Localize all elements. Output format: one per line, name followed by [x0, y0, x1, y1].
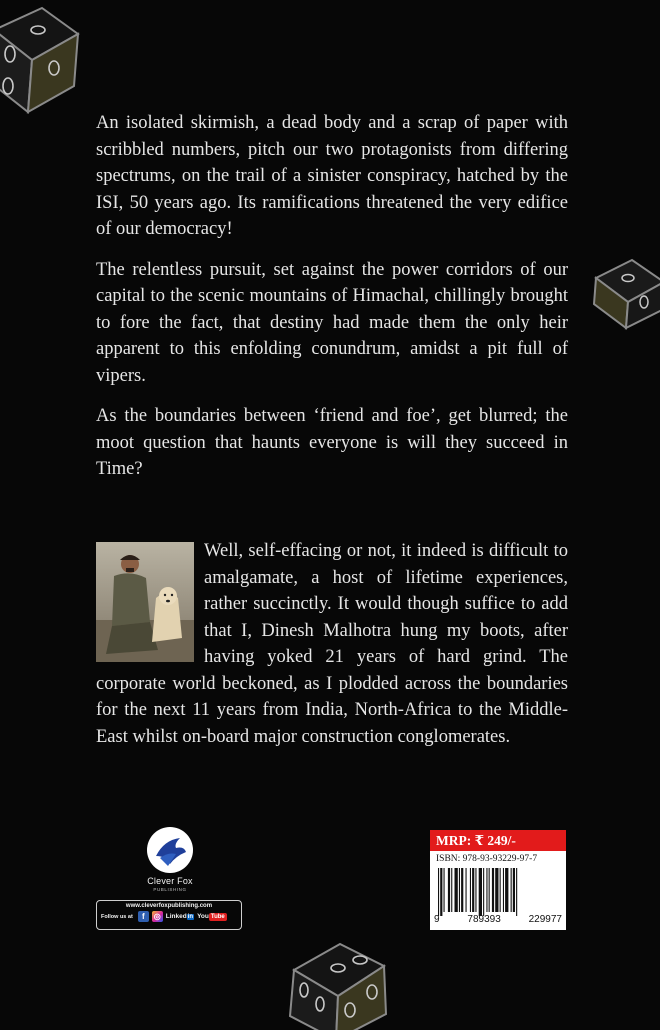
barcode-first-digit: 9	[434, 914, 440, 925]
mrp-label: MRP: ₹ 249/-	[430, 830, 566, 851]
author-photo	[96, 542, 194, 662]
follow-label: Follow us at	[101, 913, 133, 920]
publisher-website[interactable]: www.cleverfoxpublishing.com	[125, 903, 213, 909]
book-blurb	[96, 110, 568, 497]
instagram-icon[interactable]: ◎	[152, 911, 163, 922]
barcode-icon	[438, 868, 560, 916]
author-bio-text: Well, self-effacing or not, it indeed is difficult to amalgamate, a host of lifetime experiences, rather succinctly. It would though suffice to add that I, Dinesh Malhotra hung my boots, after having yoked 21 years of hard grind. The corporate world beckoned, as I plodded across the boundaries for the next 11 years from India, North-Africa to the Middle-East whilst on-board major construction conglomerates.	[96, 541, 568, 747]
publisher-name: Clever Fox	[147, 876, 193, 886]
isbn-text: ISBN: 978-93-93229-97-7	[436, 854, 538, 864]
barcode-digits	[434, 914, 562, 925]
dice-bottom-icon	[280, 930, 420, 1030]
blurb-paragraph: The relentless pursuit, set against the power corridors of our capital to the scenic mountains of Himachal, chillingly brought to fore the fact, that destiny had made them the only heir apparent to this enfolding conundrum, amidst a pit full of vipers.	[96, 259, 568, 386]
barcode-left-digits: 789393	[467, 914, 501, 925]
social-row	[101, 911, 237, 922]
facebook-icon[interactable]: f	[138, 911, 149, 922]
barcode-right-digits: 229977	[528, 914, 562, 925]
publisher-logo	[96, 826, 244, 892]
blurb-paragraph: As the boundaries between ‘friend and foe’, get blurred; the moot question that haunts everyone is will they succeed in Time?	[96, 406, 568, 479]
dice-top-left-icon	[0, 0, 92, 120]
publisher-block	[96, 826, 244, 930]
price-barcode-box	[430, 830, 566, 930]
author-bio	[96, 538, 568, 750]
dice-right-icon	[588, 232, 660, 332]
publisher-sub: PUBLISHING	[153, 887, 187, 892]
barcode-area	[430, 851, 566, 930]
blurb-paragraph: An isolated skirmish, a dead body and a scrap of paper with scribbled numbers, pitch our two protagonists from differing spectrums, on the trail of a sinister conspiracy, hatched by the ISI, 50 years ago. Its ramifications threatened the very edifice of our democracy!	[96, 113, 568, 239]
youtube-icon[interactable]: You Tube	[197, 913, 225, 920]
social-links-box	[96, 900, 242, 930]
fox-logo-icon	[146, 826, 194, 874]
linkedin-icon[interactable]: Linkedin	[165, 913, 194, 920]
